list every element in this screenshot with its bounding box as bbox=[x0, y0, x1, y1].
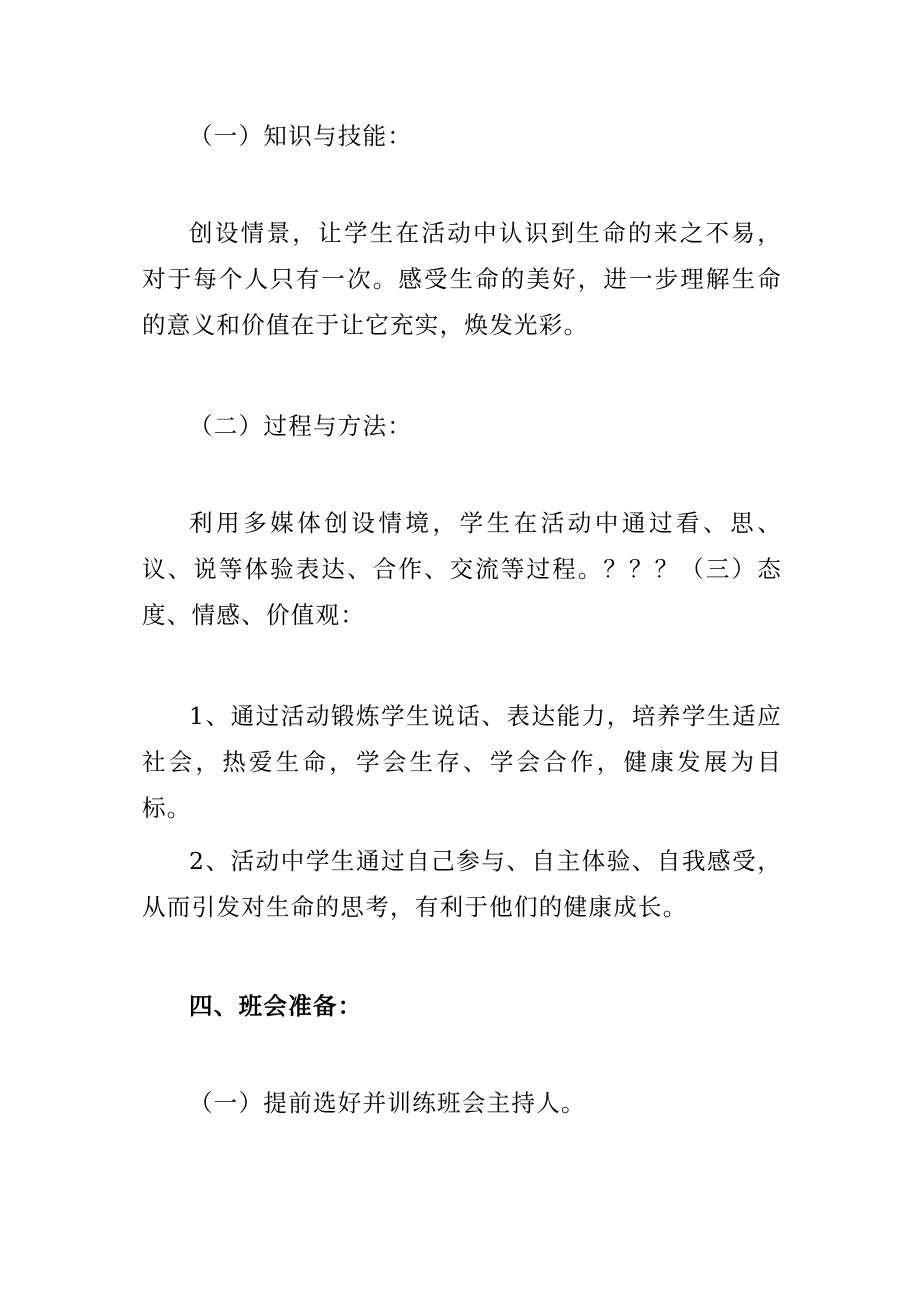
paragraph-process-methods: 利用多媒体创设情境，学生在活动中通过看、思、议、说等体验表达、合作、交流等过程。？？？（三）态度、情感、价值观： bbox=[142, 509, 782, 629]
paragraph-goal-one: 1、通过活动锻炼学生说话、表达能力，培养学生适应社会，热爱生命，学会生存、学会合作，健康发展为目标。 bbox=[142, 702, 782, 822]
subheading-process-methods: （二）过程与方法： bbox=[189, 412, 413, 440]
subheading-knowledge-skills: （一）知识与技能： bbox=[189, 122, 413, 150]
paragraph-goal-two: 2、活动中学生通过自己参与、自主体验、自我感受，从而引发对生命的思考，有利于他们的健康成长。 bbox=[142, 847, 782, 921]
paragraph-knowledge-skills: 创设情景，让学生在活动中认识到生命的来之不易，对于每个人只有一次。感受生命的美好，进一步理解生命的意义和价值在于让它充实，焕发光彩。 bbox=[142, 219, 782, 339]
section-heading-preparation: 四、班会准备： bbox=[189, 992, 363, 1020]
paragraph-preparation-one: （一）提前选好并训练班会主持人。 bbox=[189, 1089, 586, 1117]
